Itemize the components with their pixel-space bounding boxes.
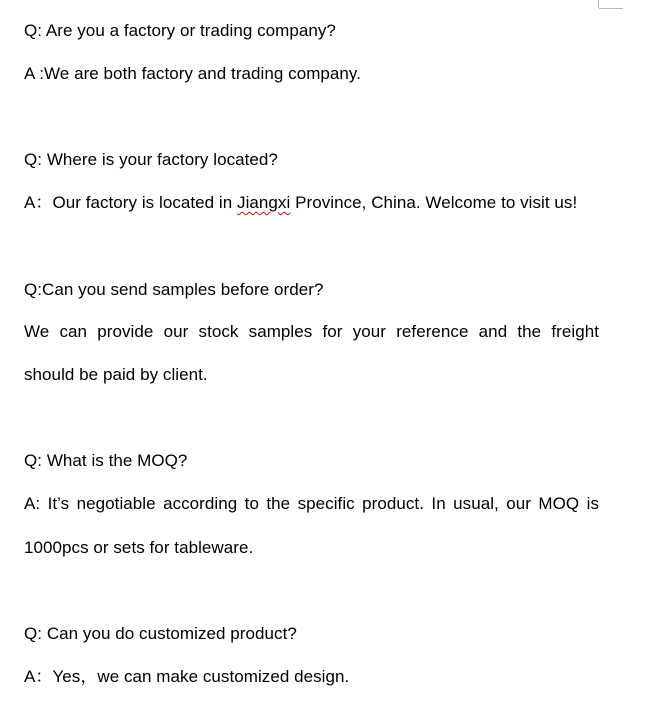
faq-answer-2-suffix: Province, China. Welcome to visit us! <box>290 193 578 212</box>
faq-answer-1: A :We are both factory and trading company. <box>24 64 361 83</box>
faq-question-1: Q: Are you a factory or trading company? <box>24 21 336 40</box>
spellcheck-flagged-word[interactable]: Jiangxi <box>237 193 291 212</box>
faq-answer-3-line-1: We can provide our stock samples for your reference and the freight <box>24 322 599 341</box>
faq-question-5: Q: Can you do customized product? <box>24 624 297 643</box>
faq-answer-4-line-1: A: It’s negotiable according to the specific product. In usual, our MOQ is <box>24 494 599 513</box>
faq-answer-3-line-2: should be paid by client. <box>24 365 208 384</box>
faq-answer-5: A：Yes，we can make customized design. <box>24 667 350 686</box>
faq-answer-2 <box>24 192 577 214</box>
faq-question-3: Q:Can you send samples before order? <box>24 280 324 299</box>
faq-answer-4-line-2: 1000pcs or sets for tableware. <box>24 538 254 557</box>
faq-question-4: Q: What is the MOQ? <box>24 451 188 470</box>
crop-mark-horizontal <box>599 8 623 9</box>
crop-mark-vertical <box>598 0 599 8</box>
faq-answer-2-prefix: A：Our factory is located in <box>24 193 238 212</box>
faq-question-2: Q: Where is your factory located? <box>24 150 278 169</box>
